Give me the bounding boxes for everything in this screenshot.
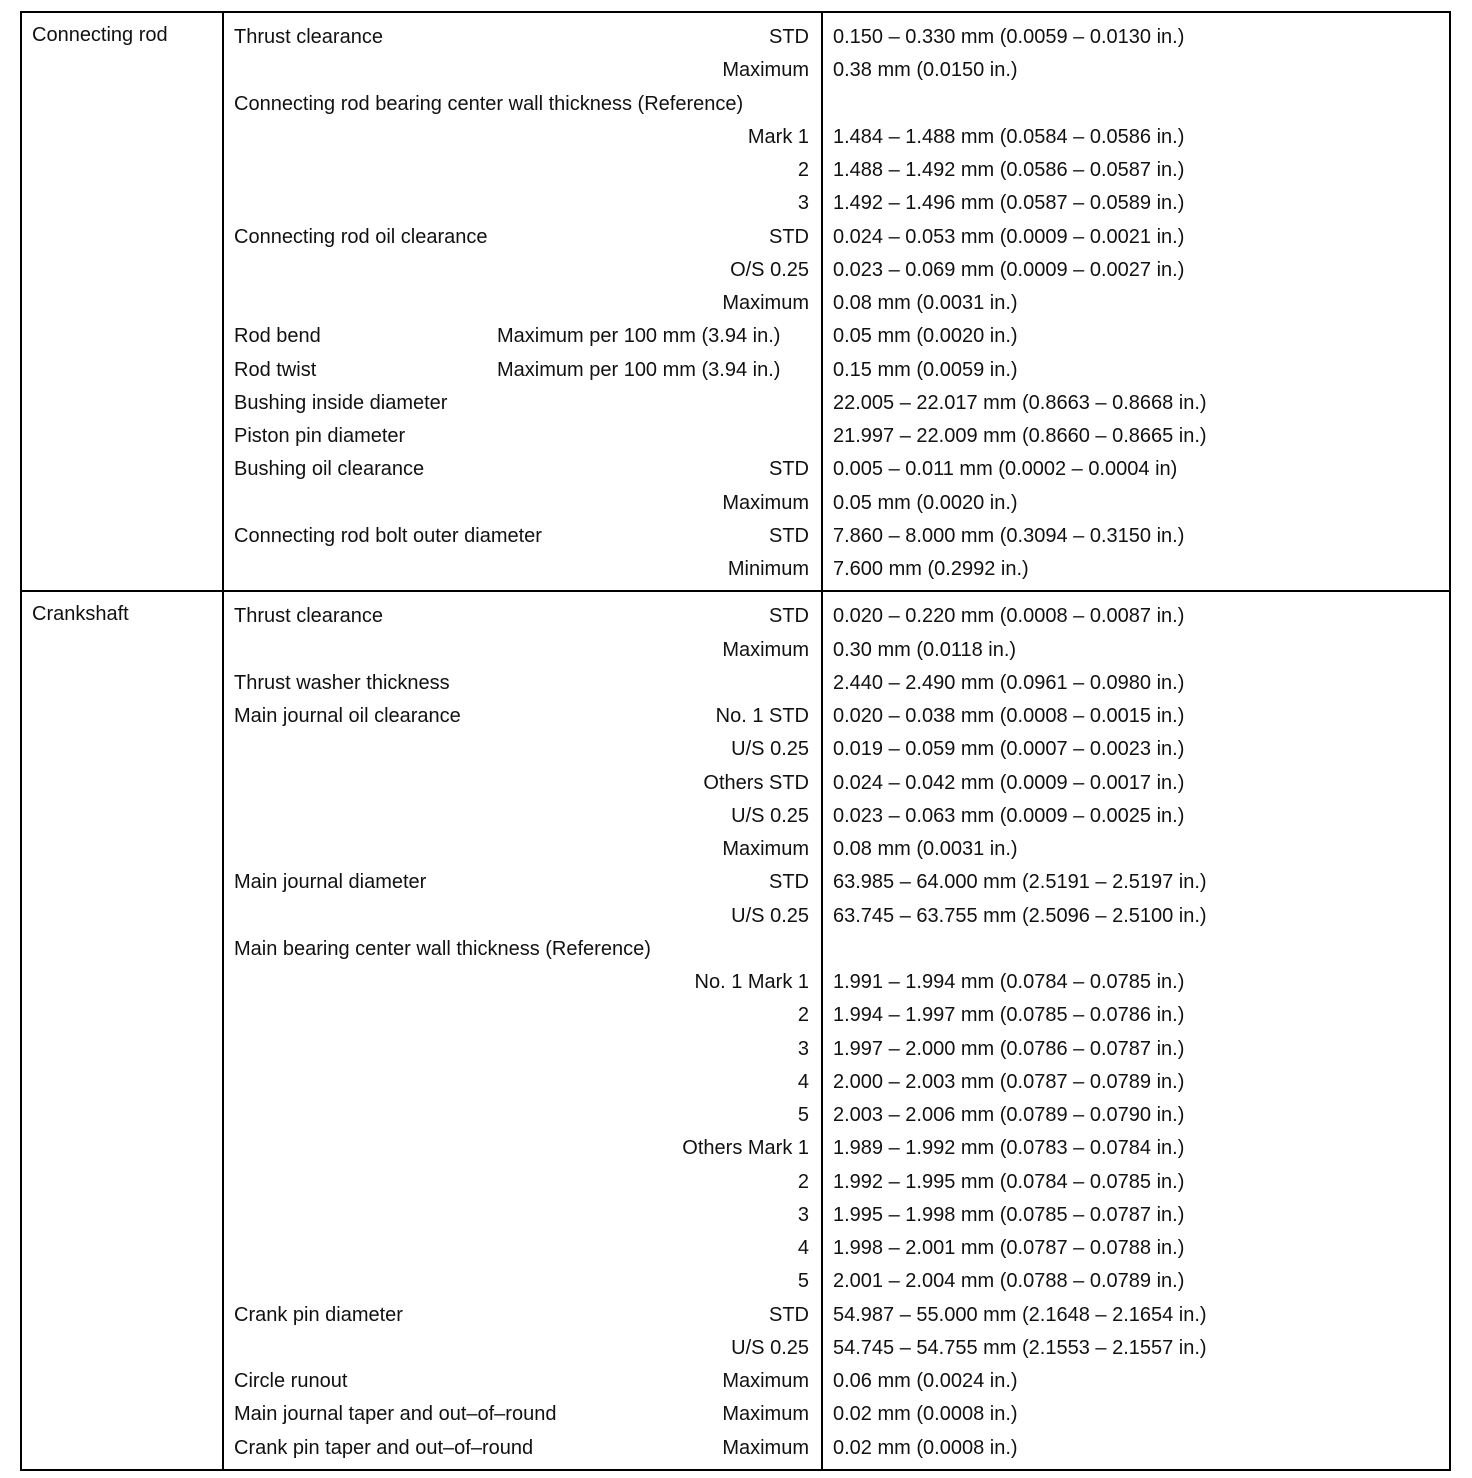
spec-value: 0.020 – 0.220 mm (0.0008 – 0.0087 in.): [833, 605, 1185, 628]
category-label: Crankshaft: [22, 592, 224, 1469]
spec-value: 2.003 – 2.006 mm (0.0789 – 0.0790 in.): [833, 1104, 1185, 1126]
item-condition: Others Mark 1: [682, 1137, 809, 1160]
spec-row: [224, 354, 821, 387]
spec-row: [224, 88, 821, 121]
spec-row: [224, 600, 821, 633]
item-condition: O/S 0.25: [730, 258, 809, 281]
item-condition: 3: [797, 1037, 809, 1060]
spec-value: 0.023 – 0.063 mm (0.0009 – 0.0025 in.): [833, 804, 1185, 827]
spec-row: [224, 387, 821, 420]
spec-value: [833, 88, 1449, 121]
spec-value: 63.985 – 64.000 mm (2.5191 – 2.5197 in.): [833, 871, 1207, 894]
spec-row: [224, 1166, 821, 1199]
item-label: Crank pin taper and out–of–round: [234, 1436, 534, 1459]
spec-value: 0.05 mm (0.0020 in.): [833, 491, 1018, 514]
spec-row: [224, 54, 821, 87]
item-condition: Maximum: [722, 1403, 809, 1426]
spec-row: [224, 866, 821, 899]
spec-value: 0.005 – 0.011 mm (0.0002 – 0.0004 in): [833, 458, 1178, 481]
spec-value: 7.600 mm (0.2992 in.): [833, 558, 1029, 580]
item-condition: STD: [769, 26, 809, 48]
spec-value: 0.024 – 0.053 mm (0.0009 – 0.0021 in.): [833, 225, 1185, 248]
item-condition: 2: [797, 1004, 809, 1027]
item-label: Rod twist: [234, 358, 317, 381]
spec-value: 1.997 – 2.000 mm (0.0786 – 0.0787 in.): [833, 1037, 1185, 1060]
spec-value: 0.150 – 0.330 mm (0.0059 – 0.0130 in.): [833, 26, 1185, 48]
spec-row: [224, 999, 821, 1032]
item-condition: No. 1 Mark 1: [694, 971, 809, 993]
spec-row: [224, 1066, 821, 1099]
item-condition: U/S 0.25: [731, 1336, 809, 1359]
spec-value: 0.15 mm (0.0059 in.): [833, 358, 1018, 381]
spec-value: 0.023 – 0.069 mm (0.0009 – 0.0027 in.): [833, 258, 1185, 281]
spec-row: [224, 287, 821, 320]
spec-row: [224, 1432, 821, 1465]
item-label: Bushing inside diameter: [234, 391, 448, 414]
item-condition: Mark 1: [747, 125, 809, 148]
item-condition: Maximum: [722, 1370, 809, 1392]
spec-value: 2.000 – 2.003 mm (0.0787 – 0.0789 in.): [833, 1070, 1185, 1093]
item-condition: STD: [769, 225, 809, 248]
spec-row: [224, 634, 821, 667]
item-label: Connecting rod bolt outer diameter: [234, 524, 542, 547]
item-condition: STD: [769, 1303, 809, 1326]
spec-section: [22, 592, 1449, 1469]
spec-row: [224, 900, 821, 933]
item-condition: Maximum: [722, 1436, 809, 1459]
spec-value: 63.745 – 63.755 mm (2.5096 – 2.5100 in.): [833, 904, 1207, 927]
item-condition: Maximum: [722, 292, 809, 314]
item-label: Connecting rod bearing center wall thickness (Reference): [234, 92, 744, 115]
item-qualifier: Maximum per 100 mm (3.94 in.): [497, 358, 781, 381]
spec-table: [20, 11, 1451, 1471]
spec-row: [224, 487, 821, 520]
spec-value: 22.005 – 22.017 mm (0.8663 – 0.8668 in.): [833, 391, 1207, 414]
item-condition: 2: [797, 1170, 809, 1193]
spec-row: [224, 1365, 821, 1398]
item-condition: Maximum: [722, 838, 809, 860]
item-condition: Others STD: [703, 771, 809, 794]
spec-value: 1.492 – 1.496 mm (0.0587 – 0.0589 in.): [833, 192, 1185, 215]
spec-value: 54.987 – 55.000 mm (2.1648 – 2.1654 in.): [833, 1303, 1207, 1326]
spec-value: 0.020 – 0.038 mm (0.0008 – 0.0015 in.): [833, 705, 1185, 727]
item-label: Bushing oil clearance: [234, 458, 425, 481]
spec-row: [224, 1332, 821, 1365]
item-label: Rod bend: [234, 325, 321, 348]
spec-value: 1.989 – 1.992 mm (0.0783 – 0.0784 in.): [833, 1137, 1185, 1160]
spec-row: [224, 800, 821, 833]
spec-value: 0.05 mm (0.0020 in.): [833, 325, 1018, 348]
spec-row: [224, 733, 821, 766]
spec-value: [833, 933, 1449, 966]
item-condition: Maximum: [722, 491, 809, 514]
spec-value: 2.440 – 2.490 mm (0.0961 – 0.0980 in.): [833, 671, 1185, 694]
item-condition: STD: [769, 458, 809, 481]
spec-value: 1.998 – 2.001 mm (0.0787 – 0.0788 in.): [833, 1237, 1185, 1259]
spec-row: [224, 420, 821, 453]
item-condition: STD: [769, 605, 809, 628]
spec-row: [224, 667, 821, 700]
spec-row: [224, 833, 821, 866]
spec-value: 1.488 – 1.492 mm (0.0586 – 0.0587 in.): [833, 159, 1185, 181]
spec-row: [224, 21, 821, 54]
item-column: [224, 13, 823, 590]
item-condition: U/S 0.25: [731, 904, 809, 927]
item-label: Main bearing center wall thickness (Reference): [234, 937, 651, 960]
spec-value: 0.024 – 0.042 mm (0.0009 – 0.0017 in.): [833, 771, 1185, 794]
item-label: Piston pin diameter: [234, 425, 406, 447]
spec-row: [224, 553, 821, 586]
spec-value: 0.06 mm (0.0024 in.): [833, 1370, 1018, 1392]
item-label: Thrust washer thickness: [234, 671, 450, 694]
spec-value: 7.860 – 8.000 mm (0.3094 – 0.3150 in.): [833, 524, 1185, 547]
spec-row: [224, 453, 821, 486]
spec-row: [224, 966, 821, 999]
spec-row: [224, 187, 821, 220]
item-label: Crank pin diameter: [234, 1303, 403, 1326]
spec-value: 1.484 – 1.488 mm (0.0584 – 0.0586 in.): [833, 125, 1185, 148]
item-condition: Maximum: [722, 59, 809, 82]
spec-row: [224, 1099, 821, 1132]
item-condition: 4: [797, 1237, 809, 1259]
item-condition: 4: [797, 1070, 809, 1093]
spec-row: [224, 700, 821, 733]
spec-row: [224, 154, 821, 187]
spec-row: [224, 1033, 821, 1066]
spec-row: [224, 254, 821, 287]
item-label: Circle runout: [234, 1370, 348, 1392]
spec-value: 0.30 mm (0.0118 in.): [833, 638, 1017, 661]
spec-row: [224, 1232, 821, 1265]
item-condition: U/S 0.25: [731, 738, 809, 761]
spec-value: 0.08 mm (0.0031 in.): [833, 838, 1018, 860]
spec-row: [224, 320, 821, 353]
spec-row: [224, 1398, 821, 1431]
item-condition: Maximum: [722, 638, 809, 661]
item-label: Main journal diameter: [234, 871, 427, 894]
item-condition: No. 1 STD: [715, 705, 809, 727]
item-label: Connecting rod oil clearance: [234, 225, 488, 248]
item-column: [224, 592, 823, 1469]
spec-value: 1.991 – 1.994 mm (0.0784 – 0.0785 in.): [833, 971, 1185, 993]
item-label: Main journal oil clearance: [234, 705, 461, 727]
spec-value: 0.38 mm (0.0150 in.): [833, 59, 1018, 82]
item-qualifier: Maximum per 100 mm (3.94 in.): [497, 325, 781, 348]
item-condition: 3: [797, 192, 809, 215]
spec-row: [224, 767, 821, 800]
spec-value: 1.994 – 1.997 mm (0.0785 – 0.0786 in.): [833, 1004, 1185, 1027]
spec-value: 1.992 – 1.995 mm (0.0784 – 0.0785 in.): [833, 1170, 1185, 1193]
spec-row: [224, 1299, 821, 1332]
spec-value: 21.997 – 22.009 mm (0.8660 – 0.8665 in.): [833, 425, 1207, 447]
item-condition: U/S 0.25: [731, 804, 809, 827]
item-condition: 2: [797, 159, 809, 181]
item-condition: STD: [769, 524, 809, 547]
item-condition: 5: [797, 1270, 809, 1293]
item-label: Main journal taper and out–of–round: [234, 1403, 557, 1426]
value-column: [823, 592, 1449, 1469]
spec-value: 2.001 – 2.004 mm (0.0788 – 0.0789 in.): [833, 1270, 1185, 1293]
spec-value: 54.745 – 54.755 mm (2.1553 – 2.1557 in.): [833, 1336, 1207, 1359]
spec-row: [224, 1265, 821, 1298]
spec-value: 0.08 mm (0.0031 in.): [833, 292, 1018, 314]
spec-value: 0.019 – 0.059 mm (0.0007 – 0.0023 in.): [833, 738, 1185, 761]
item-condition: Minimum: [727, 558, 809, 580]
spec-row: [224, 121, 821, 154]
spec-row: [224, 1132, 821, 1165]
spec-row: [224, 520, 821, 553]
item-condition: 3: [797, 1203, 809, 1226]
item-condition: 5: [797, 1104, 809, 1126]
spec-value: 0.02 mm (0.0008 in.): [833, 1436, 1018, 1459]
spec-value: 0.02 mm (0.0008 in.): [833, 1403, 1018, 1426]
spec-value: 1.995 – 1.998 mm (0.0785 – 0.0787 in.): [833, 1203, 1185, 1226]
item-label: Thrust clearance: [234, 605, 383, 628]
value-column: [823, 13, 1449, 590]
spec-row: [224, 221, 821, 254]
spec-section: [22, 13, 1449, 592]
item-label: Thrust clearance: [234, 26, 383, 48]
spec-row: [224, 933, 821, 966]
category-label: Connecting rod: [22, 13, 224, 590]
spec-row: [224, 1199, 821, 1232]
item-condition: STD: [769, 871, 809, 894]
